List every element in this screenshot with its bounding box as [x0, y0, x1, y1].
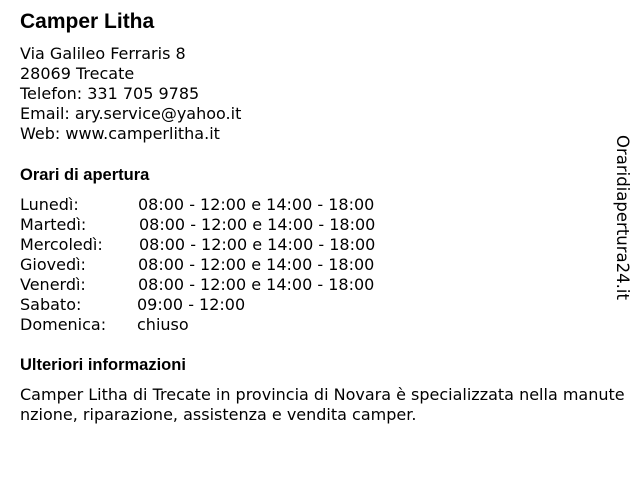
street-address: Via Galileo Ferraris 8 — [20, 44, 186, 63]
additional-info-heading: Ulteriori informazioni — [20, 356, 186, 374]
contact-block — [20, 44, 241, 144]
opening-hours-heading: Orari di apertura — [20, 166, 150, 184]
day-label: Mercoledì: — [20, 235, 103, 254]
time-value: 08:00 - 12:00 e 14:00 - 18:00 — [139, 215, 376, 234]
day-label: Sabato: — [20, 295, 82, 314]
site-watermark: Oraridiapertura24.it — [613, 135, 632, 300]
time-value: 08:00 - 12:00 e 14:00 - 18:00 — [138, 275, 375, 294]
time-value: 08:00 - 12:00 e 14:00 - 18:00 — [139, 235, 376, 254]
email-address[interactable]: Email: ary.service@yahoo.it — [20, 104, 242, 123]
day-label: Domenica: — [20, 315, 107, 334]
additional-info-text: Camper Litha di Trecate in provincia di Novara è specializzata nella manutenzione, riparazione, assistenza e vendita camper. — [20, 385, 625, 424]
time-value: chiuso — [137, 315, 189, 334]
day-label: Martedì: — [20, 215, 87, 234]
day-label: Lunedì: — [20, 195, 79, 214]
time-value: 08:00 - 12:00 e 14:00 - 18:00 — [138, 195, 375, 214]
website-link[interactable]: Web: www.camperlitha.it — [20, 124, 220, 143]
day-label: Giovedì: — [20, 255, 86, 274]
city-postcode: 28069 Trecate — [20, 64, 135, 83]
time-value: 09:00 - 12:00 — [137, 295, 246, 314]
time-value: 08:00 - 12:00 e 14:00 - 18:00 — [138, 255, 375, 274]
phone-number[interactable]: Telefon: 331 705 9785 — [20, 84, 200, 103]
business-name: Camper Litha — [20, 10, 155, 33]
day-label: Venerdì: — [20, 275, 86, 294]
